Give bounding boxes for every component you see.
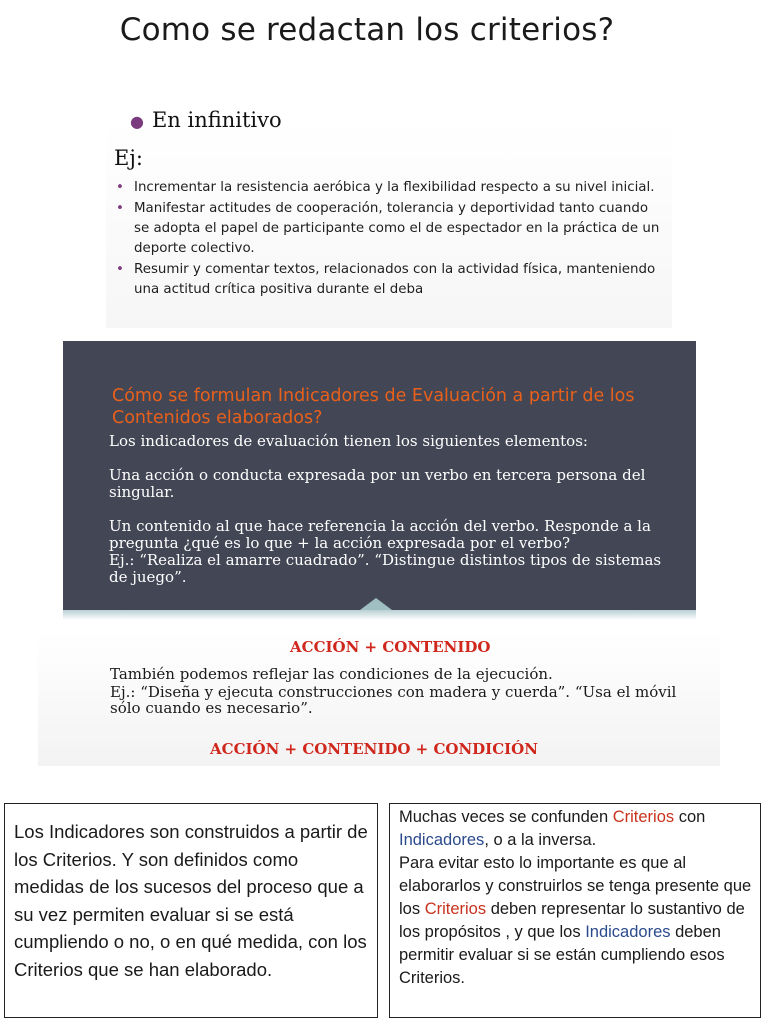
- textbox-text: Muchas veces se confunden Criterios con Indicadores, o a la inversa. Para evitar esto lo importante es que al elaborarlos y construirlos se tenga presente que los Criterios deben representar lo sustantivo de los propósitos , y que los Indicadores deben permitir evaluar si se están cumpliendo esos Criterios.: [399, 808, 752, 987]
- slide-notch-icon: [360, 598, 392, 610]
- main-bullet-text: En infinitivo: [151, 108, 282, 132]
- paragraph-accion: Una acción o conducta expresada por un verbo en tercera persona del singular.: [109, 466, 646, 501]
- keyword-criterios: Criterios: [612, 808, 675, 826]
- main-bullet: [130, 108, 282, 132]
- paragraph-condiciones: También podemos reflejar las condiciones de la ejecución.: [110, 665, 553, 683]
- list-item: • Resumir y comentar textos, relacionados con la actividad física, manteniendo una actitud crítica positiva durante el deba: [116, 262, 656, 297]
- bullet-dot-icon: •: [116, 180, 124, 195]
- textbox-confusion: [389, 803, 761, 1018]
- keyword-indicadores: Indicadores: [399, 831, 485, 849]
- keyword-criterios: Criterios: [424, 900, 487, 918]
- list-item: • Incrementar la resistencia aeróbica y la flexibilidad respecto a su nivel inicial.: [114, 178, 662, 198]
- page-title: Como se redactan los criterios?: [119, 12, 615, 48]
- formula-accion-contenido: ACCIÓN + CONTENIDO: [290, 638, 491, 656]
- paragraph-example-2: Ej.: “Diseña y ejecuta construcciones con madera y cuerda”. “Usa el móvil sólo cuando es necesario”.: [110, 683, 677, 717]
- keyword-indicadores: Indicadores: [585, 923, 671, 941]
- paragraph-example: Ej.: “Realiza el amarre cuadrado”. “Distingue distintos tipos de sistemas de juego”.: [109, 551, 662, 586]
- list-item: • Manifestar actitudes de cooperación, tolerancia y deportividad tanto cuando se adopta el papel de participante como el de espectador en la práctica de un deporte colectivo.: [116, 201, 660, 256]
- bullet-dot-icon: •: [116, 262, 124, 277]
- paragraph-contenido: Un contenido al que hace referencia la acción del verbo. Responde a la pregunta ¿qué es lo que + la acción expresada por el verbo?: [109, 517, 651, 552]
- textbox-indicadores: [4, 803, 378, 1018]
- slide-infinitivo: [106, 92, 672, 328]
- slide-divider: [63, 610, 696, 620]
- example-label: Ej:: [114, 146, 143, 170]
- slide-formula: [38, 630, 720, 766]
- paragraph-elements: Los indicadores de evaluación tienen los siguientes elementos:: [109, 432, 588, 450]
- formula-accion-contenido-condicion: ACCIÓN + CONTENIDO + CONDICIÓN: [210, 740, 538, 758]
- textbox-text: Los Indicadores son construidos a partir de los Criterios. Y son definidos como medidas de los sucesos del proceso que a su vez permiten evaluar si se está cumpliendo o no, o en qué medida, con los Criterios que se han elaborado.: [14, 821, 368, 980]
- slide-indicadores: [63, 341, 696, 610]
- bullet-dot-icon: ●: [130, 112, 144, 131]
- bullet-dot-icon: •: [116, 201, 124, 216]
- slide-heading: Cómo se formulan Indicadores de Evaluación a partir de los Contenidos elaborados?: [112, 386, 635, 428]
- example-list: [114, 178, 662, 301]
